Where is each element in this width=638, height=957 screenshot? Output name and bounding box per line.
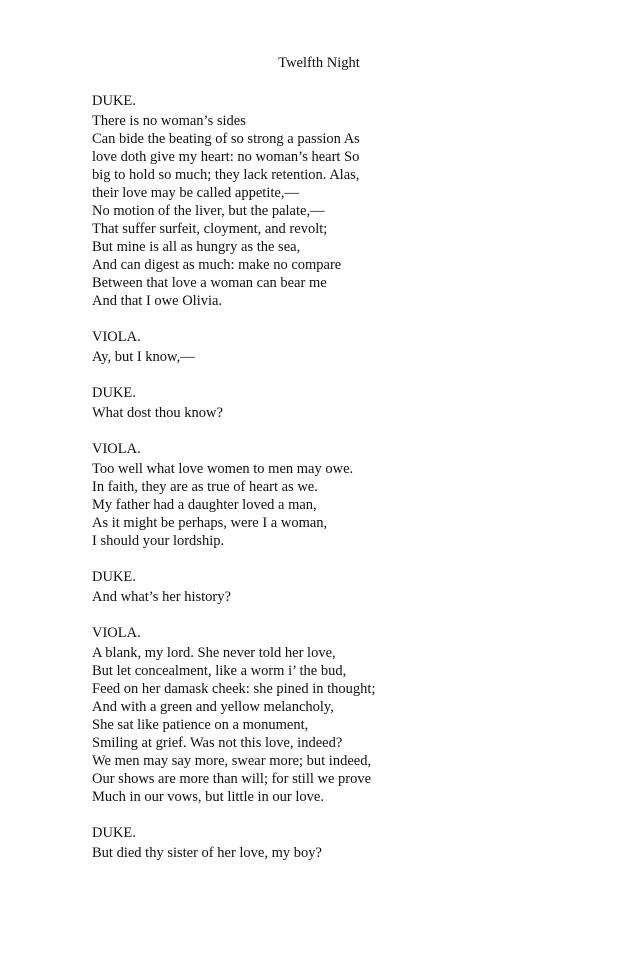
verse-line: What dost thou know? — [92, 405, 223, 421]
verse-line: I should your lordship. — [92, 533, 225, 549]
speaker-name: DUKE. — [92, 385, 136, 401]
speech-block — [92, 824, 572, 862]
running-header — [0, 54, 638, 72]
verse-line: their love may be called appetite,— — [92, 185, 299, 201]
verse-line: A blank, my lord. She never told her love, — [92, 645, 336, 661]
verse-line: And what’s her history? — [92, 589, 231, 605]
speech-block — [92, 440, 572, 550]
verse-line: big to hold so much; they lack retention. Alas, — [92, 167, 360, 183]
dialogue-body — [92, 92, 572, 880]
speech-block — [92, 92, 572, 310]
speech-block — [92, 568, 572, 606]
speaker-name: DUKE. — [92, 93, 136, 109]
verse-line: Ay, but I know,— — [92, 349, 195, 365]
verse-line: We men may say more, swear more; but indeed, — [92, 753, 372, 769]
verse-line: And can digest as much: make no compare — [92, 257, 342, 273]
verse-line: Too well what love women to men may owe. — [92, 461, 354, 477]
verse-line: There is no woman’s sides — [92, 113, 246, 129]
verse-line: In faith, they are as true of heart as we. — [92, 479, 318, 495]
verse-line: Can bide the beating of so strong a passion As — [92, 131, 360, 147]
verse-line: Smiling at grief. Was not this love, indeed? — [92, 735, 343, 751]
speaker-name: VIOLA. — [92, 441, 141, 457]
verse-line: My father had a daughter loved a man, — [92, 497, 317, 513]
verse-line: As it might be perhaps, were I a woman, — [92, 515, 328, 531]
verse-line: But died thy sister of her love, my boy? — [92, 845, 322, 861]
speech-block — [92, 624, 572, 806]
speaker-name: DUKE. — [92, 825, 136, 841]
speaker-name: VIOLA. — [92, 625, 141, 641]
speaker-name: DUKE. — [92, 569, 136, 585]
verse-line: But let concealment, like a worm i’ the bud, — [92, 663, 347, 679]
verse-line: love doth give my heart: no woman’s heart So — [92, 149, 360, 165]
verse-line: Between that love a woman can bear me — [92, 275, 327, 291]
play-title: Twelfth Night — [278, 55, 360, 71]
verse-line: And that I owe Olivia. — [92, 293, 223, 309]
verse-line: No motion of the liver, but the palate,— — [92, 203, 325, 219]
verse-line: Feed on her damask cheek: she pined in thought; — [92, 681, 376, 697]
verse-line: But mine is all as hungry as the sea, — [92, 239, 301, 255]
speaker-name: VIOLA. — [92, 329, 141, 345]
verse-line: She sat like patience on a monument, — [92, 717, 309, 733]
verse-line: Our shows are more than will; for still we prove — [92, 771, 372, 787]
speech-block — [92, 328, 572, 366]
verse-line: Much in our vows, but little in our love. — [92, 789, 324, 805]
verse-line: And with a green and yellow melancholy, — [92, 699, 334, 715]
verse-line: That suffer surfeit, cloyment, and revolt; — [92, 221, 328, 237]
speech-block — [92, 384, 572, 422]
